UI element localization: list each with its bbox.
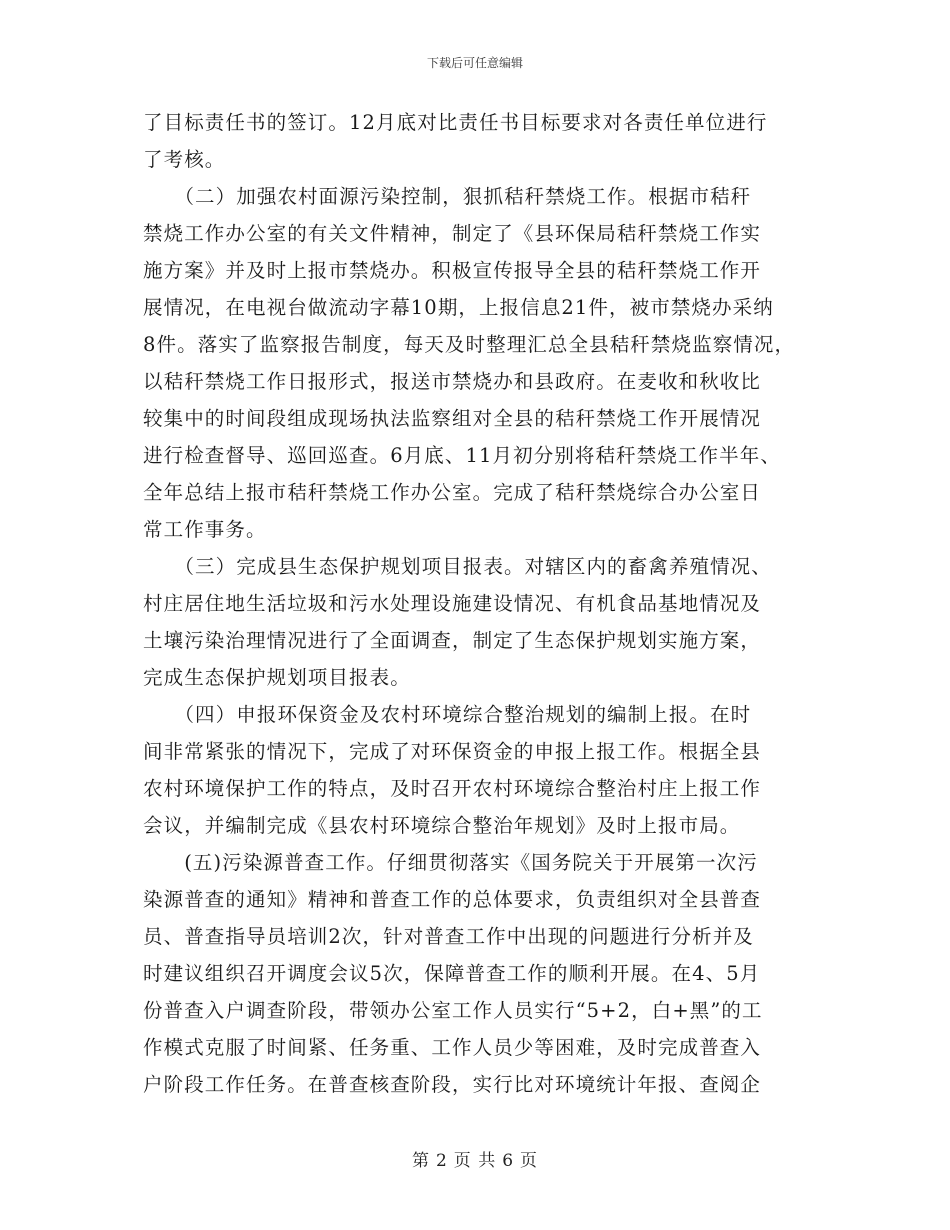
text-line: (五)污染源普查工作。仔细贯彻落实《国务院关于开展第一次污 (143, 851, 758, 874)
paragraph-4 (143, 696, 815, 844)
footer-middle: 页 共 (453, 1151, 497, 1171)
page-number: 2 (435, 1151, 448, 1171)
footer-suffix: 页 (520, 1151, 539, 1171)
text-line: 村庄居住地生活垃圾和污水处理设施建设情况、有机食品基地情况及 (143, 592, 762, 615)
text-line: 展情况，在电视台做流动字幕10期，上报信息21件，被市禁烧办采纳 (143, 296, 774, 319)
footer-prefix: 第 (411, 1151, 430, 1171)
text-line: 施方案》并及时上报市禁烧办。积极宣传报导全县的秸秆禁烧工作开 (143, 259, 762, 282)
text-line: 较集中的时间段组成现场执法监察组对全县的秸秆禁烧工作开展情况 (143, 407, 762, 430)
page-total: 6 (502, 1151, 515, 1171)
text-line: （二）加强农村面源污染控制，狠抓秸秆禁烧工作。根据市秸秆 (143, 185, 752, 208)
text-line: 间非常紧张的情况下，完成了对环保资金的申报上报工作。根据全县 (143, 740, 762, 763)
text-line: 8件。落实了监察报告制度，每天及时整理汇总全县秸秆禁烧监察情况， (143, 333, 796, 356)
text-line: （三）完成县生态保护规划项目报表。对辖区内的畜禽养殖情况、 (143, 555, 772, 578)
text-line: 禁烧工作办公室的有关文件精神，制定了《县环保局秸秆禁烧工作实 (143, 222, 762, 245)
text-line: 员、普查指导员培训2次，针对普查工作中出现的问题进行分析并及 (143, 925, 754, 948)
text-line: 会议，并编制完成《县农村环境综合整治年规划》及时上报市局。 (143, 814, 741, 837)
text-line: （四）申报环保资金及农村环境综合整治规划的编制上报。在时 (143, 703, 752, 726)
text-line: 全年总结上报市秸秆禁烧工作办公室。完成了秸秆禁烧综合办公室日 (143, 481, 762, 504)
paragraph-1 (143, 104, 815, 178)
text-line: 进行检查督导、巡回巡查。6月底、11月初分别将秸秆禁烧工作半年、 (143, 444, 781, 467)
paragraph-2 (143, 178, 815, 548)
paragraph-3 (143, 548, 815, 696)
text-line: 了目标责任书的签订。12月底对比责任书目标要求对各责任单位进行 (143, 111, 768, 134)
text-line: 份普查入户调查阶段，带领办公室工作人员实行“5+2，白+黑”的工 (143, 999, 763, 1022)
text-line: 农村环境保护工作的特点，及时召开农村环境综合整治村庄上报工作 (143, 777, 762, 800)
text-line: 以秸秆禁烧工作日报形式，报送市禁烧办和县政府。在麦收和秋收比 (143, 370, 762, 393)
paragraph-5 (143, 844, 815, 1103)
text-line: 作模式克服了时间紧、任务重、工作人员少等困难，及时完成普查入 (143, 1036, 762, 1059)
text-line: 染源普查的通知》精神和普查工作的总体要求，负责组织对全县普查 (143, 888, 762, 911)
text-line: 常工作事务。 (143, 518, 267, 541)
text-line: 户阶段工作任务。在普查核查阶段，实行比对环境统计年报、查阅企 (143, 1073, 762, 1096)
text-line: 完成生态保护规划项目报表。 (143, 666, 411, 689)
text-line: 了考核。 (143, 148, 226, 171)
text-line: 土壤污染治理情况进行了全面调查，制定了生态保护规划实施方案， (143, 629, 762, 652)
text-line: 时建议组织召开调度会议5次，保障普查工作的顺利开展。在4、5月 (143, 962, 761, 985)
document-body (143, 104, 815, 1103)
page-header: 下载后可任意编辑 (426, 56, 523, 70)
page-footer (0, 1146, 950, 1171)
